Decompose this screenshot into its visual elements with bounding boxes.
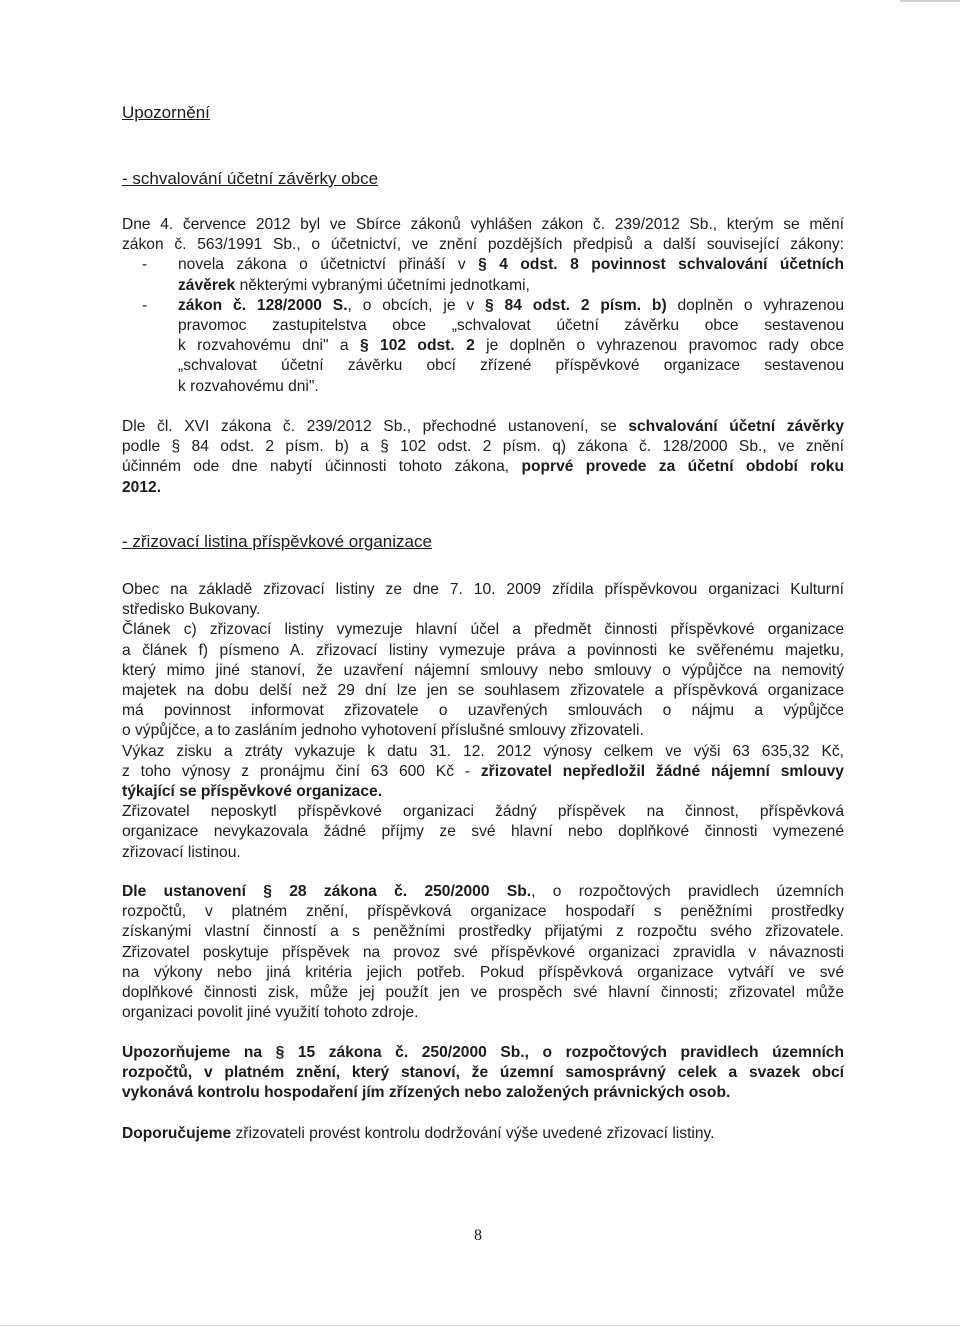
text-line <box>122 255 844 275</box>
text-line: který mimo jiné stanoví, že uzavření nájemní smlouvy nebo smlouvy o výpůjčce na nemovitý <box>122 661 844 679</box>
text-line: „schvalovat účetní závěrku obcí zřízené příspěvkové organizace sestavenou <box>178 357 844 375</box>
text-line: k rozvahovému dni". <box>178 377 319 395</box>
text-run-bold: Upozorňujeme na § 15 zákona č. 250/2000 Sb., o rozpočtových pravidlech územních <box>122 1044 844 1061</box>
text-line: na výkony nebo jiná kritéria jejich potřeb. Pokud příspěvková organizace vytváří ve své <box>122 963 844 981</box>
text-run-bold: schvalování účetní závěrky <box>628 418 844 435</box>
heading-upozorneni: Upozornění <box>122 103 210 122</box>
text-run: zřizovateli provést kontrolu dodržování výše uvedené zřizovací listiny. <box>231 1125 715 1142</box>
text-run: Dle čl. XVI zákona č. 239/2012 Sb., přechodné ustanovení, se <box>122 418 629 435</box>
text-run-bold: týkající se příspěvkové organizace. <box>122 783 383 801</box>
page-number: 8 <box>474 1227 482 1244</box>
text-line: podle § 84 odst. 2 písm. b) a § 102 odst. 2 písm. q) zákona č. 128/2000 Sb., ve znění <box>122 438 844 456</box>
text-run-bold: rozpočtů, v platném znění, který stanoví, že územní samosprávný celek a svazek obcí <box>122 1064 844 1082</box>
text-line: Dne 4. července 2012 byl ve Sbírce zákonů vyhlášen zákon č. 239/2012 Sb., kterým se mění <box>122 216 844 233</box>
text-line: Obec na základě zřizovací listiny ze dne 7. 10. 2009 zřídila příspěvkovou organizaci Kulturní <box>122 581 844 598</box>
text-line: Výkaz zisku a ztráty vykazuje k datu 31. 12. 2012 výnosy celkem ve výši 63 635,32 Kč, <box>122 742 844 760</box>
text-run: , o obcích, je v <box>347 296 486 314</box>
text-line: a článek f) písmeno A. zřizovací listiny vymezuje práva a povinnosti ke svěřenému majetku, <box>122 641 844 659</box>
paragraph-upozornujeme <box>122 1043 844 1104</box>
text-run-bold: Doporučujeme <box>122 1125 232 1142</box>
text-line: Článek c) zřizovací listiny vymezuje hlavní účel a předmět činnosti příspěvkové organizace <box>122 621 844 639</box>
paragraph-novela <box>122 215 844 397</box>
text-line: organizaci povolit jiné využití tohoto zdroje. <box>122 1004 419 1022</box>
text-run: , o rozpočtových pravidlech územních <box>531 883 844 900</box>
text-run-bold: § 4 odst. 8 povinnost schvalování účetních <box>478 256 844 274</box>
text-line: zákon č. 563/1991 Sb., o účetnictví, ve znění pozdějších předpisů a další související zákony: <box>122 236 844 254</box>
text-line <box>122 417 844 437</box>
list-item <box>122 296 844 397</box>
text-run-bold: Dle ustanovení § 28 zákona č. 250/2000 Sb. <box>122 883 532 900</box>
text-run-bold: vykonává kontrolu hospodaření jím zřízených nebo založených právnických osob. <box>122 1084 731 1102</box>
text-line: pravomoc zastupitelstva obce „schvalovat účetní závěrku obce sestavenou <box>178 317 844 335</box>
text-line <box>122 1124 844 1144</box>
text-line: získanými vlastní činností a s peněžními prostředky přijatými z rozpočtu svého zřizovatele. <box>122 923 844 941</box>
text-run: k rozvahovému dni" a <box>178 337 360 355</box>
text-line <box>122 276 844 296</box>
text-line <box>122 478 844 498</box>
text-line: majetek na dobu delší než 29 dní lze jen se souhlasem zřizovatele a příspěvková organizace <box>122 682 844 700</box>
text-run-bold: § 102 odst. 2 <box>359 337 475 355</box>
text-run-bold: zřizovatel nepředložil žádné nájemní smlouvy <box>480 762 844 780</box>
scan-edge-top <box>900 0 960 2</box>
text-line <box>122 336 844 356</box>
scan-edge-bottom <box>0 1325 960 1326</box>
text-run: je doplněn o vyhrazenou pravomoc rady obce <box>474 337 844 355</box>
text-run-bold: 2012. <box>122 478 162 496</box>
text-run: z toho výnosy z pronájmu činí 63 600 Kč - <box>122 762 481 780</box>
text-line: o výpůjčce, a to zasláním jednoho vyhotovení příslušné smlouvy zřizovateli. <box>122 722 644 740</box>
text-run: novela zákona o účetnictví přináší v <box>178 256 479 274</box>
text-line: má povinnost informovat zřizovatele o uzavřených smlouvách o nájmu a výpůjčce <box>122 702 844 720</box>
text-line <box>122 1083 844 1103</box>
text-line: zřizovací listinou. <box>122 843 241 861</box>
text-line <box>122 762 844 782</box>
list-dash: - <box>142 256 148 274</box>
text-run-bold: poprvé provede za účetní období roku <box>521 458 844 476</box>
text-line: organizace nevykazovala žádné příjmy ze své hlavní nebo doplňkové činnosti vymezené <box>122 823 844 841</box>
text-line: rozpočtů, v platném znění, příspěvková organizace hospodaří s peněžními prostředky <box>122 903 844 921</box>
text-run-bold: závěrek <box>178 276 236 294</box>
text-run: účinném ode dne nabytí účinnosti tohoto zákona, <box>122 458 522 476</box>
text-line <box>122 882 844 902</box>
text-line <box>122 1043 844 1063</box>
text-line: Zřizovatel poskytuje příspěvek na provoz své příspěvkové organizaci zpravidla v návaznosti <box>122 943 844 961</box>
text-line <box>122 782 844 802</box>
text-run-bold: § 84 odst. 2 písm. b) <box>485 296 667 314</box>
text-run: doplněn o vyhrazenou <box>666 296 844 314</box>
text-line: Zřizovatel neposkytl příspěvkové organizaci žádný příspěvek na činnost, příspěvková <box>122 803 844 821</box>
text-run-bold: zákon č. 128/2000 S. <box>178 296 348 314</box>
list-dash: - <box>142 296 148 314</box>
heading-zrizovaci-listina: - zřizovací listina příspěvkové organizace <box>122 532 432 551</box>
text-line: středisko Bukovany. <box>122 601 261 619</box>
text-line <box>122 457 844 477</box>
text-line <box>122 296 844 316</box>
paragraph-ustanoveni-28 <box>122 882 844 1023</box>
paragraph-doporucujeme <box>122 1124 844 1144</box>
paragraph-prechodne <box>122 417 844 498</box>
paragraph-zrizovaci <box>122 580 844 863</box>
text-line <box>122 1063 844 1083</box>
heading-schvalovani: - schvalování účetní závěrky obce <box>122 169 379 188</box>
list-item <box>122 255 844 295</box>
text-run: některými vybranými účetními jednotkami, <box>235 276 530 294</box>
text-line: doplňkové činnosti zisk, může jej použít jen ve prospěch své hlavní činnosti; zřizovatel může <box>122 984 844 1002</box>
